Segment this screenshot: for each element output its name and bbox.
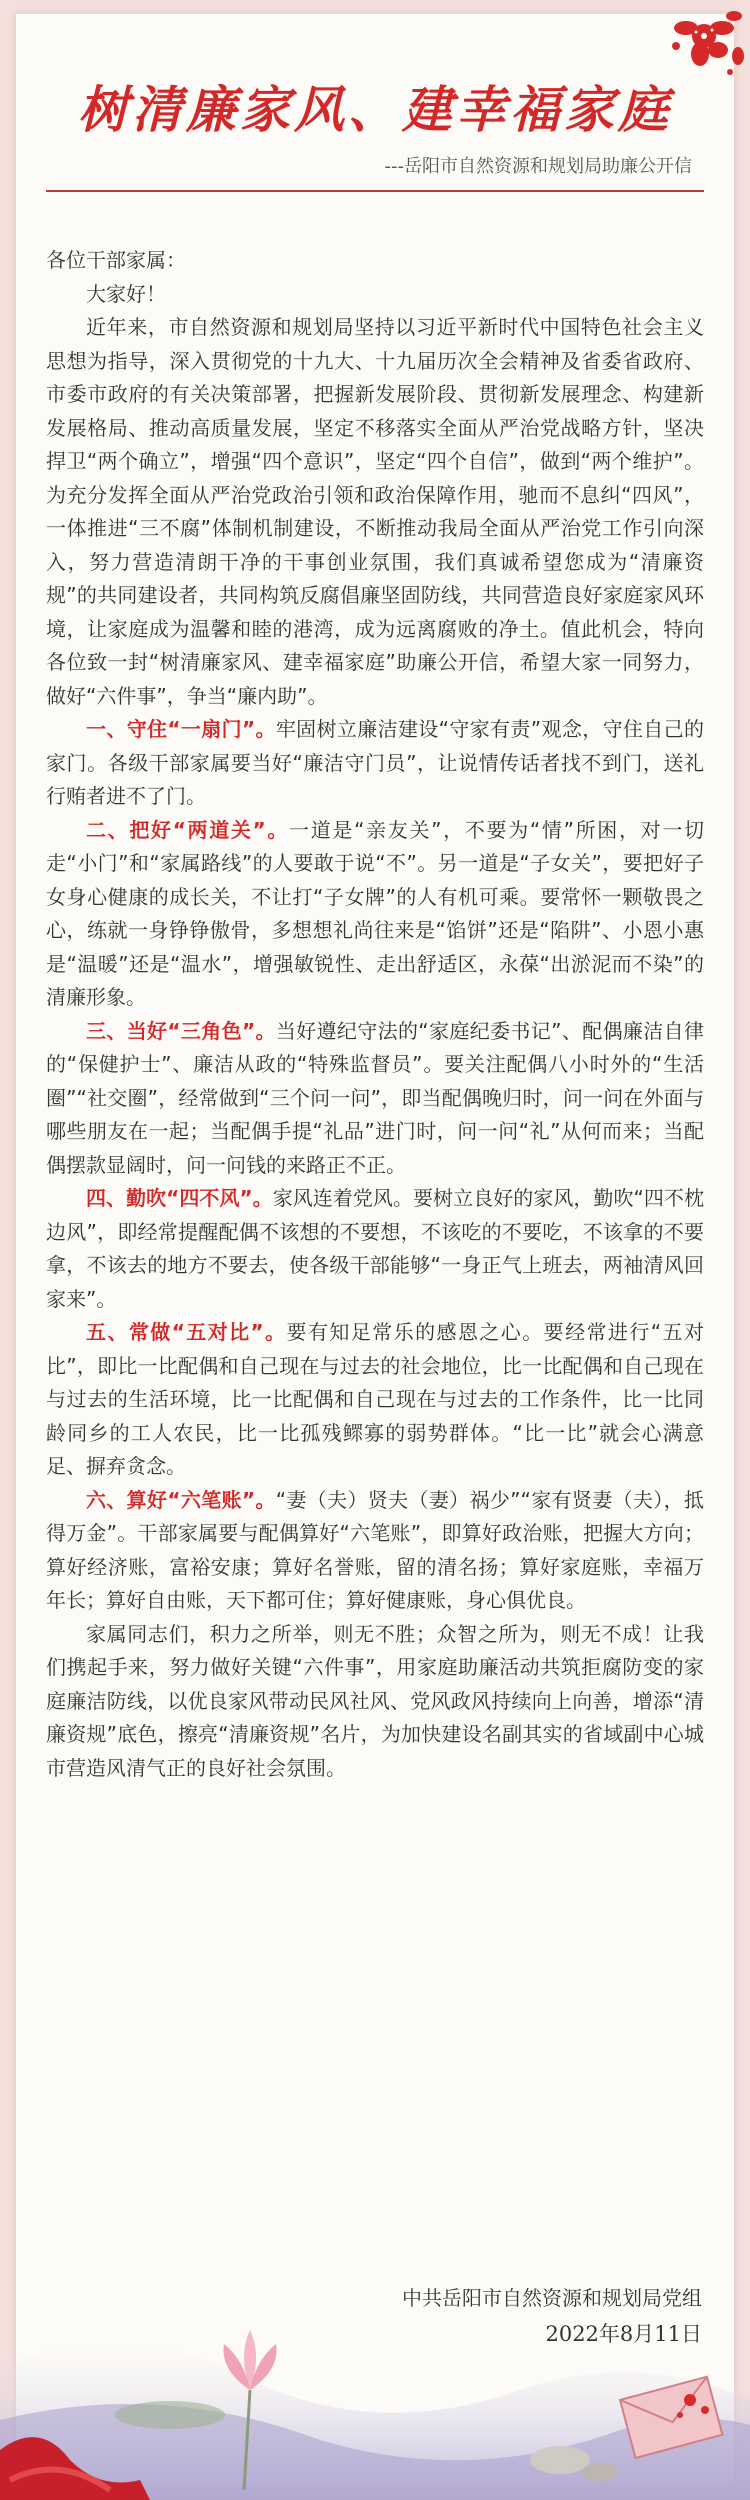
section-body: 要有知足常乐的感恩之心。要经常进行“五对比”，即比一比配偶和自己现在与过去的社会地位，比一比配偶和自己现在与过去的生活环境，比一比配偶和自己现在与过去的工作条件，比一比同龄同乡的工人农民，比一比孤残鳏寡的弱势群体。“比一比”就会心满意足、摒弃贪念。 (46, 1320, 704, 1478)
section-heading: 一、守住“一扇门”。 (86, 717, 276, 741)
section-body: 当好遵纪守法的“家庭纪委书记”、配偶廉洁自律的“保健护士”、廉洁从政的“特殊监督员”。要关注配偶八小时外的“生活圈”“社交圈”，经常做到“三个问一问”，即当配偶晚归时，问一问在外面与哪些朋友在一起；当配偶手提“礼品”进门时，问一问“礼”从何而来；当配偶摆款显阔时，问一问钱的来路正不正。 (46, 1018, 704, 1177)
section-body: 一道是“亲友关”，不要为“情”所困，对一切走“小门”和“家属路线”的人要敢于说“不”。另一道是“子女关”，要把好子女身心健康的成长关，不让打“子女牌”的人有机可乘。要常怀一颗敬畏之心，练就一身铮铮傲骨，多想想礼尚往来是“馅饼”还是“陷阱”、小恩小惠是“温暖”还是“温水”，增强敏锐性、走出舒适区，永葆“出淤泥而不染”的清廉形象。 (46, 817, 704, 1009)
letter-subtitle: ---岳阳市自然资源和规划局助廉公开信 (384, 156, 692, 177)
section-body: 牢固树立廉洁建设“守家有责”观念，守住自己的家门。各级干部家属要当好“廉洁守门员”，让说情传话者找不到门，送礼行贿者进不了门。 (46, 717, 704, 808)
section-5 (46, 1316, 704, 1484)
section-heading: 二、把好“两道关”。 (86, 817, 290, 842)
letter-title: 树清廉家风、建幸福家庭 (78, 80, 672, 139)
section-3 (46, 1015, 704, 1183)
section-body: “妻（夫）贤夫（妻）祸少”“家有贤妻（夫），抵得万金”。干部家属要与配偶算好“六笔账”，即算好政治账，把握大方向；算好经济账，富裕安康；算好名誉账，留的清名扬；算好家庭账，幸福万年长；算好自由账，天下都可住；算好健康账，身心俱优良。 (46, 1487, 704, 1612)
section-heading: 六、算好“六笔账”。 (86, 1487, 276, 1512)
salutation: 各位干部家属： (46, 248, 186, 272)
section-heading: 四、勤吹“四不风”。 (86, 1186, 273, 1210)
section-6 (46, 1484, 704, 1618)
section-body: 家风连着党风。要树立良好的家风，勤吹“四不枕边风”，即经常提醒配偶不该想的不要想，不该吃的不要吃，不该拿的不要拿，不该去的地方不要去，使各级干部能够“一身正气上班去，两袖清风回家来”。 (46, 1186, 704, 1311)
intro-paragraph: 近年来，市自然资源和规划局坚持以习近平新时代中国特色社会主义思想为指导，深入贯彻党的十九大、十九届历次全会精神及省委省政府、市委市政府的有关决策部署，把握新发展阶段、贯彻新发展理念、构建新发展格局、推动高质量发展，坚定不移落实全面从严治党战略方针，坚决捍卫“两个确立”，增强“四个意识”，坚定“四个自信”，做到“两个维护”。为充分发挥全面从严治党政治引领和政治保障作用，驰而不息纠“四风”，一体推进“三不腐”体制机制建设，不断推动我局全面从严治党工作引向深入，努力营造清朗干净的干事创业氛围，我们真诚希望您成为“清廉资规”的共同建设者，共同构筑反腐倡廉坚固防线，共同营造良好家庭家风环境，让家庭成为温馨和睦的港湾，成为远离腐败的净土。值此机会，特向各位致一封“树清廉家风、建幸福家庭”助廉公开信，希望大家一同努力，做好“六件事”，争当“廉内助”。 (46, 315, 704, 708)
section-heading: 三、当好“三角色”。 (86, 1018, 276, 1043)
bottom-decoration (0, 2250, 750, 2500)
section-4 (46, 1182, 704, 1316)
section-2 (46, 814, 704, 1015)
closing-paragraph: 家属同志们，积力之所举，则无不胜；众智之所为，则无不成！让我们携起手来，努力做好关键“六件事”，用家庭助廉活动共筑拒腐防变的家庭廉洁防线，以优良家风带动民风社风、党风政风持续向上向善，增添“清廉资规”底色，擦亮“清廉资规”名片，为加快建设名副其实的省域副中心城市营造风清气正的良好社会氛围。 (46, 1621, 704, 1780)
signature-date: 2022年8月11日 (545, 2322, 702, 2346)
section-1 (46, 713, 704, 814)
signature-org: 中共岳阳市自然资源和规划局党组 (402, 2286, 702, 2310)
section-heading: 五、常做“五对比”。 (86, 1320, 287, 1344)
title-divider (46, 190, 704, 192)
greeting: 大家好！ (86, 281, 166, 306)
letter-body (46, 244, 704, 1785)
